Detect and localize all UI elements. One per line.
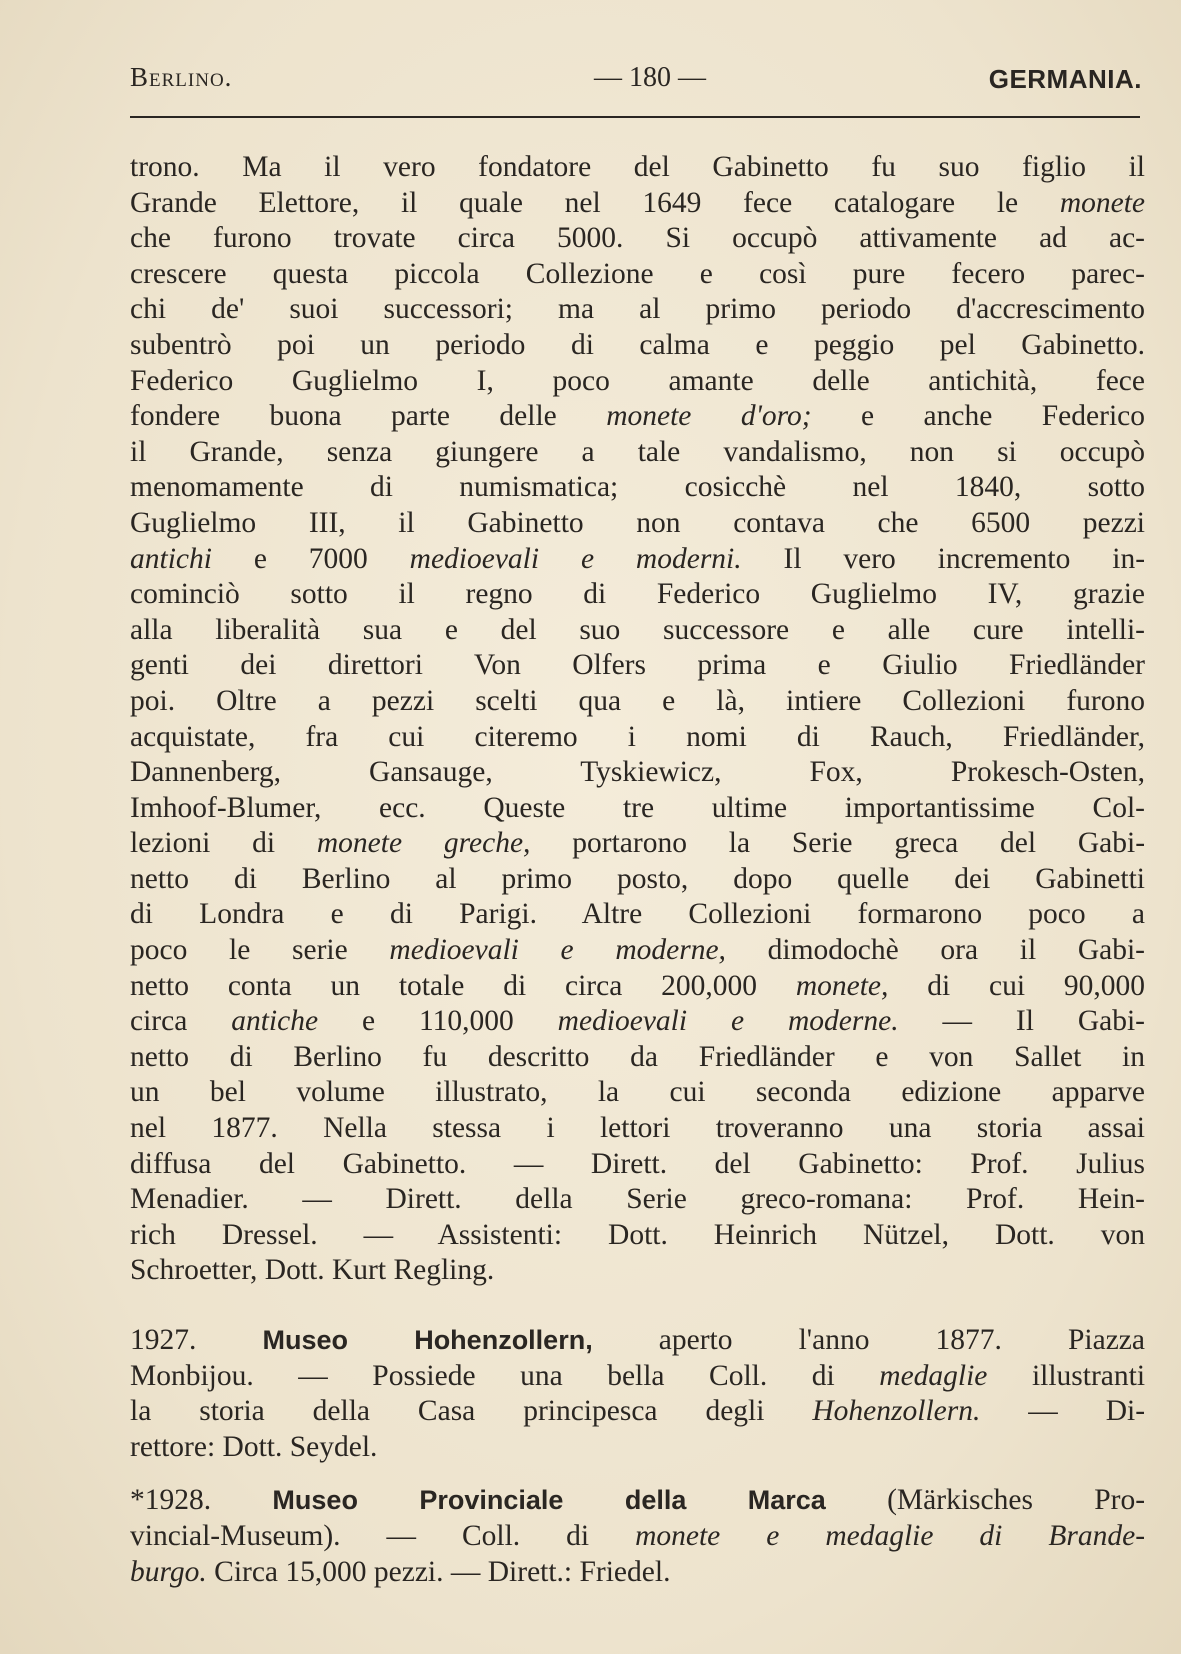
text-line: chi de' suoi successori; ma al primo periodo d'accrescimento (130, 293, 1145, 326)
italic-term: monete e medaglie di Brande- (635, 1519, 1145, 1552)
italic-term: medioevali e moderne. (557, 1005, 899, 1038)
running-head-city: Berlino. (130, 62, 233, 92)
italic-term: burgo. (130, 1555, 207, 1588)
text-line: netto di Berlino fu descritto da Friedländer e von Sallet in (130, 1040, 1145, 1073)
text-line: poco le serie medioevali e moderne, dimodochè ora il Gabi- (130, 934, 1145, 967)
text-line: circa antiche e 110,000 medioevali e moderne. — Il Gabi- (130, 1005, 1145, 1038)
text-line: lezioni di monete greche, portarono la Serie greca del Gabi- (130, 827, 1145, 860)
italic-term: monete greche, (316, 827, 531, 860)
text-line: crescere questa piccola Collezione e così pure fecero parec- (130, 257, 1145, 290)
text-line: che furono trovate circa 5000. Si occupò attivamente ad ac- (130, 222, 1145, 255)
italic-term: monete (1059, 186, 1145, 219)
text-line: poi. Oltre a pezzi scelti qua e là, intiere Collezioni furono (130, 684, 1145, 717)
main-paragraph (130, 150, 1145, 1289)
text-line: Dannenberg, Gansauge, Tyskiewicz, Fox, Prokesch-Osten, (130, 756, 1145, 789)
text-line: acquistate, fra cui citeremo i nomi di Rauch, Friedländer, (130, 720, 1145, 753)
entry-number: 1927. (130, 1324, 197, 1356)
text-line: un bel volume illustrato, la cui seconda edizione apparve (130, 1076, 1145, 1109)
text-line: Imhoof-Blumer, ecc. Queste tre ultime importantissime Col- (130, 791, 1145, 824)
text-line: menomamente di numismatica; cosicchè nel 1840, sotto (130, 471, 1145, 504)
text-line: *1928. Museo Provinciale della Marca (Märkisches Pro- (130, 1484, 1145, 1517)
italic-term: monete d'oro; (606, 400, 812, 433)
italic-term: antiche (231, 1005, 319, 1038)
text-line: Menadier. — Dirett. della Serie greco-romana: Prof. Hein- (130, 1183, 1145, 1216)
text-line: Federico Guglielmo I, poco amante delle antichità, fece (130, 364, 1145, 397)
text-line: diffusa del Gabinetto. — Dirett. del Gabinetto: Prof. Julius (130, 1147, 1145, 1180)
text-line: Guglielmo III, il Gabinetto non contava che 6500 pezzi (130, 506, 1145, 539)
page-number: — 180 — (594, 62, 706, 93)
text-line: genti dei direttori Von Olfers prima e Giulio Friedländer (130, 649, 1145, 682)
italic-term: antichi (130, 542, 212, 575)
running-head-country: GERMANIA. (988, 64, 1142, 94)
text-line: trono. Ma il vero fondatore del Gabinetto fu suo figlio il (130, 151, 1145, 183)
text-line: Monbijou. — Possiede una bella Coll. di medaglie illustranti (130, 1359, 1145, 1392)
body-text (130, 150, 1145, 1590)
italic-term: medioevali e moderni. (409, 542, 742, 575)
entry-title: Museo Provinciale della Marca (272, 1485, 826, 1516)
text-line: rich Dressel. — Assistenti: Dott. Heinrich Nützel, Dott. von (130, 1218, 1145, 1251)
entry-1927 (130, 1323, 1145, 1465)
text-line: alla liberalità sua e del suo successore e alle cure intelli- (130, 613, 1145, 646)
text-line: vincial-Museum). — Coll. di monete e medaglie di Brande- (130, 1519, 1145, 1552)
text-line: burgo. Circa 15,000 pezzi. — Dirett.: Friedel. (130, 1555, 671, 1588)
text-line: la storia della Casa principesca degli Hohenzollern. — Di- (130, 1395, 1145, 1428)
text-line: nel 1877. Nella stessa i lettori troveranno una storia assai (130, 1112, 1145, 1145)
entry-title: Museo Hohenzollern, (262, 1325, 593, 1355)
text-line: fondere buona parte delle monete d'oro; e anche Federico (130, 400, 1145, 433)
entry-1928 (130, 1483, 1145, 1590)
italic-term: medaglie (879, 1359, 988, 1392)
italic-term: Hohenzollern. (812, 1395, 981, 1428)
text-line: subentrò poi un periodo di calma e peggio pel Gabinetto. (130, 328, 1145, 361)
text-line: Schroetter, Dott. Kurt Regling. (130, 1254, 495, 1287)
italic-term: medioevali e moderne, (389, 934, 726, 967)
text-line: di Londra e di Parigi. Altre Collezioni formarono poco a (130, 898, 1145, 931)
text-line: netto di Berlino al primo posto, dopo quelle dei Gabinetti (130, 862, 1145, 895)
text-line: 1927. Museo Hohenzollern, aperto l'anno 1877. Piazza (130, 1324, 1145, 1356)
text-line: Grande Elettore, il quale nel 1649 fece catalogare le monete (130, 186, 1145, 219)
running-head (130, 62, 1142, 102)
italic-term: monete, (795, 969, 889, 1002)
text-line: antichi e 7000 medioevali e moderni. Il vero incremento in- (130, 542, 1145, 575)
entry-number: *1928. (130, 1484, 212, 1517)
text-line: rettore: Dott. Seydel. (130, 1430, 378, 1463)
text-line: cominciò sotto il regno di Federico Guglielmo IV, grazie (130, 578, 1145, 611)
text-line: netto conta un totale di circa 200,000 monete, di cui 90,000 (130, 969, 1145, 1002)
text-line: il Grande, senza giungere a tale vandalismo, non si occupò (130, 435, 1145, 468)
header-rule (130, 116, 1140, 118)
